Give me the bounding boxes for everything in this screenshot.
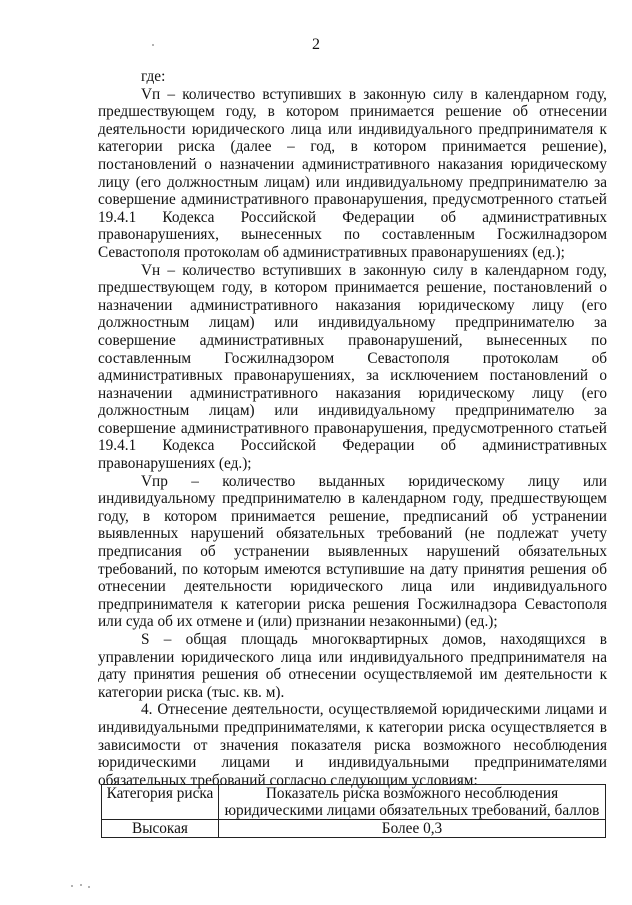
- table-cell-indicator: Более 0,3: [219, 820, 606, 838]
- page-number: 2: [312, 36, 320, 53]
- intro-text: где:: [141, 68, 166, 85]
- scan-speck: [152, 44, 154, 46]
- scan-speck: [80, 884, 82, 886]
- table-header-indicator: Показатель риска возможного несоблюдения юридическими лицами обязательных требований, баллов: [219, 785, 606, 820]
- paragraph-s-definition: S – общая площадь многоквартирных домов, находящихся в управлении юридического лица или индивидуального предпринимателя на дату принятия решения об отнесении осуществляемой им деятельности к категории риска (тыс. кв. м).: [98, 631, 607, 701]
- table-cell-category: Высокая: [102, 820, 219, 838]
- paragraph-vpr-definition: Vпр – количество выданных юридическому лицу или индивидуальному предпринимателю в календарном году, предшествующем году, в котором принимается решение, предписаний об устранении выявленных нарушений обязательных требований (не подлежат учету предписания об устранении выявленных нарушений обязательных требований, по которым имеются вступившие на дату принятия решения об отнесении деятельности юридического лица или индивидуального предпринимателя к категории риска решения Госжилнадзора Севастополя или суда об их отмене и (или) признании незаконными) (ед.);: [98, 472, 607, 631]
- table-row: [102, 820, 606, 838]
- paragraph-vn-definition: Vн – количество вступивших в законную силу в календарном году, предшествующем году, в котором принимается решение, постановлений о назначении административного наказания юридическому лицу (его должностным лицам) или индивидуальному предпринимателю за совершение административных правонарушений, вынесенных по составленным Госжилнадзором Севастополя протоколам об административных правонарушениях, за исключением постановлений о назначении административного наказания юридическому лицу (его должностным лицам) или индивидуальному предпринимателю за совершение административного правонарушения, предусмотренного статьей 19.4.1 Кодекса Российской Федерации об административных правонарушениях (ед.);: [98, 261, 607, 473]
- table-header-row: [102, 785, 606, 820]
- table-header-category: Категория риска: [102, 785, 219, 820]
- paragraph-vp-definition: Vп – количество вступивших в законную силу в календарном году, предшествующем году, в котором принимается решение об отнесении деятельности юридического лица или индивидуального предпринимателя к категории риска (далее – год, в котором принимается решение), постановлений о назначении административного наказания юридическому лицу (его должностным лицам) или индивидуальному предпринимателю за совершение административного правонарушения, предусмотренного статьей 19.4.1 Кодекса Российской Федерации об административных правонарушениях, вынесенных по составленным Госжилнадзором Севастополя протоколам об административных правонарушениях (ед.);: [98, 85, 607, 261]
- paragraph-item-4: 4. Отнесение деятельности, осуществляемой юридическими лицами и индивидуальными предпринимателями, к категории риска осуществляется в зависимости от значения показателя риска возможного несоблюдения юридическими лицами и индивидуальными предпринимателями обязательных требований согласно следующим условиям:: [98, 701, 607, 789]
- risk-category-table: [101, 784, 606, 838]
- scan-speck: [88, 886, 90, 888]
- document-body: [98, 68, 607, 789]
- scan-speck: [71, 885, 73, 887]
